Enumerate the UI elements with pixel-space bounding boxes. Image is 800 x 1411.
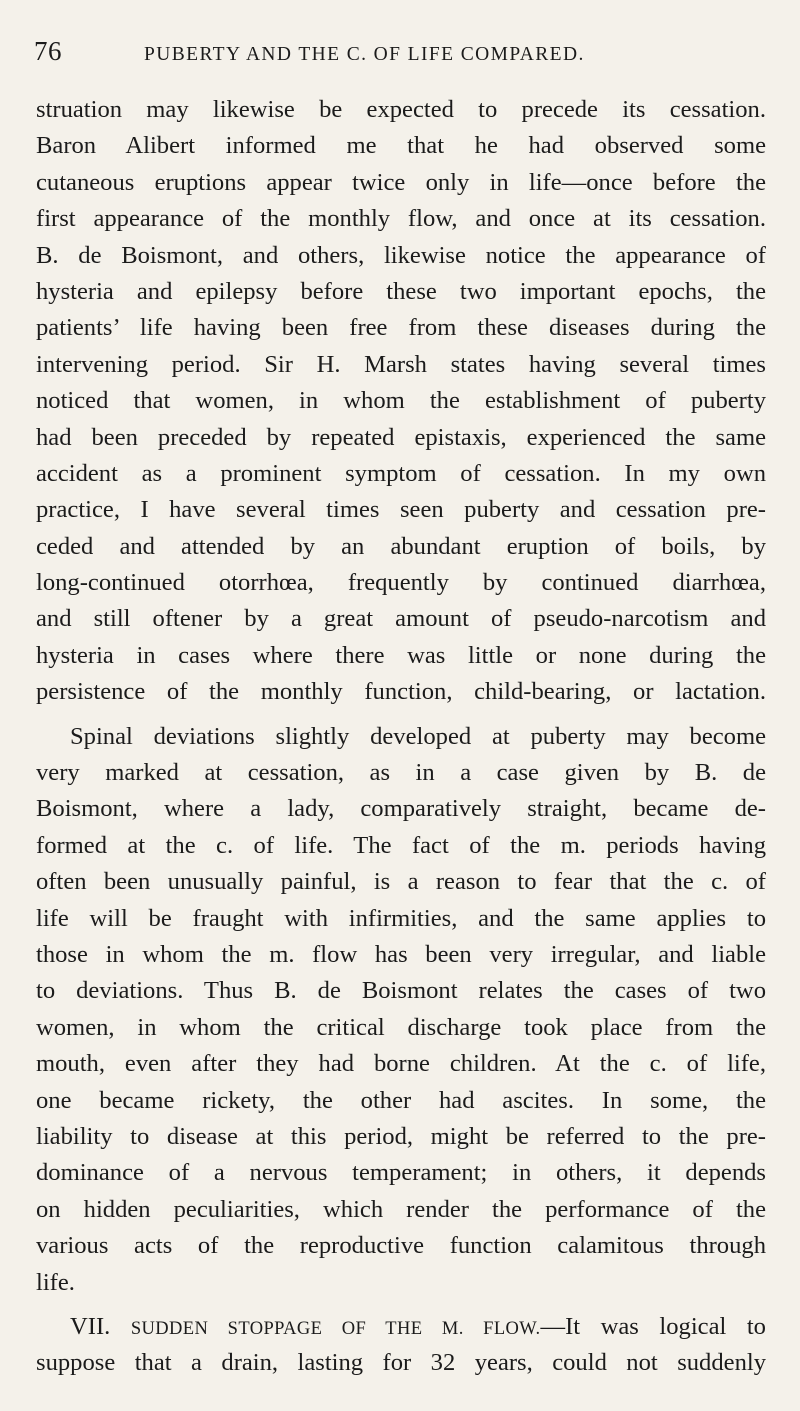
text-line: Boismont, where a lady, comparatively straight, became de- [36, 795, 766, 823]
text-line: dominance of a nervous temperament; in others, it depends [36, 1159, 766, 1187]
text-line: one became rickety, the other had ascites. In some, the [36, 1086, 766, 1114]
body-text [36, 92, 766, 1382]
text-line: often been unusually painful, is a reason to fear that the c. of [36, 868, 766, 896]
paragraph-gap [36, 1301, 766, 1309]
text-line: those in whom the m. flow has been very irregular, and liable [36, 940, 766, 968]
text-line: on hidden peculiarities, which render the performance of the [36, 1195, 766, 1223]
text-line: persistence of the monthly function, child-bearing, or lactation. [36, 678, 766, 706]
running-title: PUBERTY AND THE C. OF LIFE COMPARED. [144, 44, 585, 65]
text-line: various acts of the reproductive function calamitous through [36, 1232, 766, 1260]
text-line: life will be fraught with infirmities, and the same applies to [36, 904, 766, 932]
section-title: SUDDEN STOPPAGE OF THE M. FLOW. [130, 1318, 541, 1339]
paragraph [36, 92, 766, 711]
section-heading-line [36, 1309, 766, 1345]
text-line: B. de Boismont, and others, likewise notice the appearance of [36, 241, 766, 269]
text-line: Spinal deviations slightly developed at puberty may become [70, 722, 766, 750]
text-line: women, in whom the critical discharge took place from the [36, 1013, 766, 1041]
text-line: mouth, even after they had borne children. At the c. of life, [36, 1050, 766, 1078]
text-line: very marked at cessation, as in a case given by B. de [36, 759, 766, 787]
text-line: cutaneous eruptions appear twice only in life—once before the [36, 168, 766, 196]
section-number: VII. [70, 1312, 111, 1340]
text-line: noticed that women, in whom the establishment of puberty [36, 387, 766, 415]
text-fragment: It was logical to [565, 1312, 766, 1340]
text-line: and still oftener by a great amount of pseudo-narcotism and [36, 605, 766, 633]
text-line: intervening period. Sir H. Marsh states having several times [36, 350, 766, 378]
text-line: to deviations. Thus B. de Boismont relates the cases of two [36, 977, 766, 1005]
text-line: liability to disease at this period, might be referred to the pre- [36, 1122, 766, 1150]
paragraph-gap [36, 711, 766, 719]
text-line: had been preceded by repeated epistaxis, experienced the same [36, 423, 766, 451]
text-line: hysteria and epilepsy before these two important epochs, the [36, 277, 766, 305]
text-line: life. [36, 1268, 75, 1296]
text-line: accident as a prominent symptom of cessation. In my own [36, 459, 766, 487]
text-line: Baron Alibert informed me that he had observed some [36, 132, 766, 160]
page-number: 76 [34, 36, 62, 66]
text-line: formed at the c. of life. The fact of the m. periods having [36, 831, 766, 859]
paragraph [36, 719, 766, 1301]
text-line: first appearance of the monthly flow, and once at its cessation. [36, 205, 766, 233]
page-header [34, 32, 764, 72]
text-line: practice, I have several times seen puberty and cessation pre- [36, 496, 766, 524]
text-line: ceded and attended by an abundant eruption of boils, by [36, 532, 766, 560]
section-paragraph [36, 1309, 766, 1382]
text-line: struation may likewise be expected to precede its cessation. [36, 96, 766, 123]
text-line: long-continued otorrhœa, frequently by continued diarrhœa, [36, 569, 766, 597]
section-dash: — [540, 1312, 566, 1340]
text-line: patients’ life having been free from these diseases during the [36, 314, 766, 342]
text-line: suppose that a drain, lasting for 32 years, could not suddenly [36, 1349, 766, 1377]
text-line: hysteria in cases where there was little or none during the [36, 641, 766, 669]
